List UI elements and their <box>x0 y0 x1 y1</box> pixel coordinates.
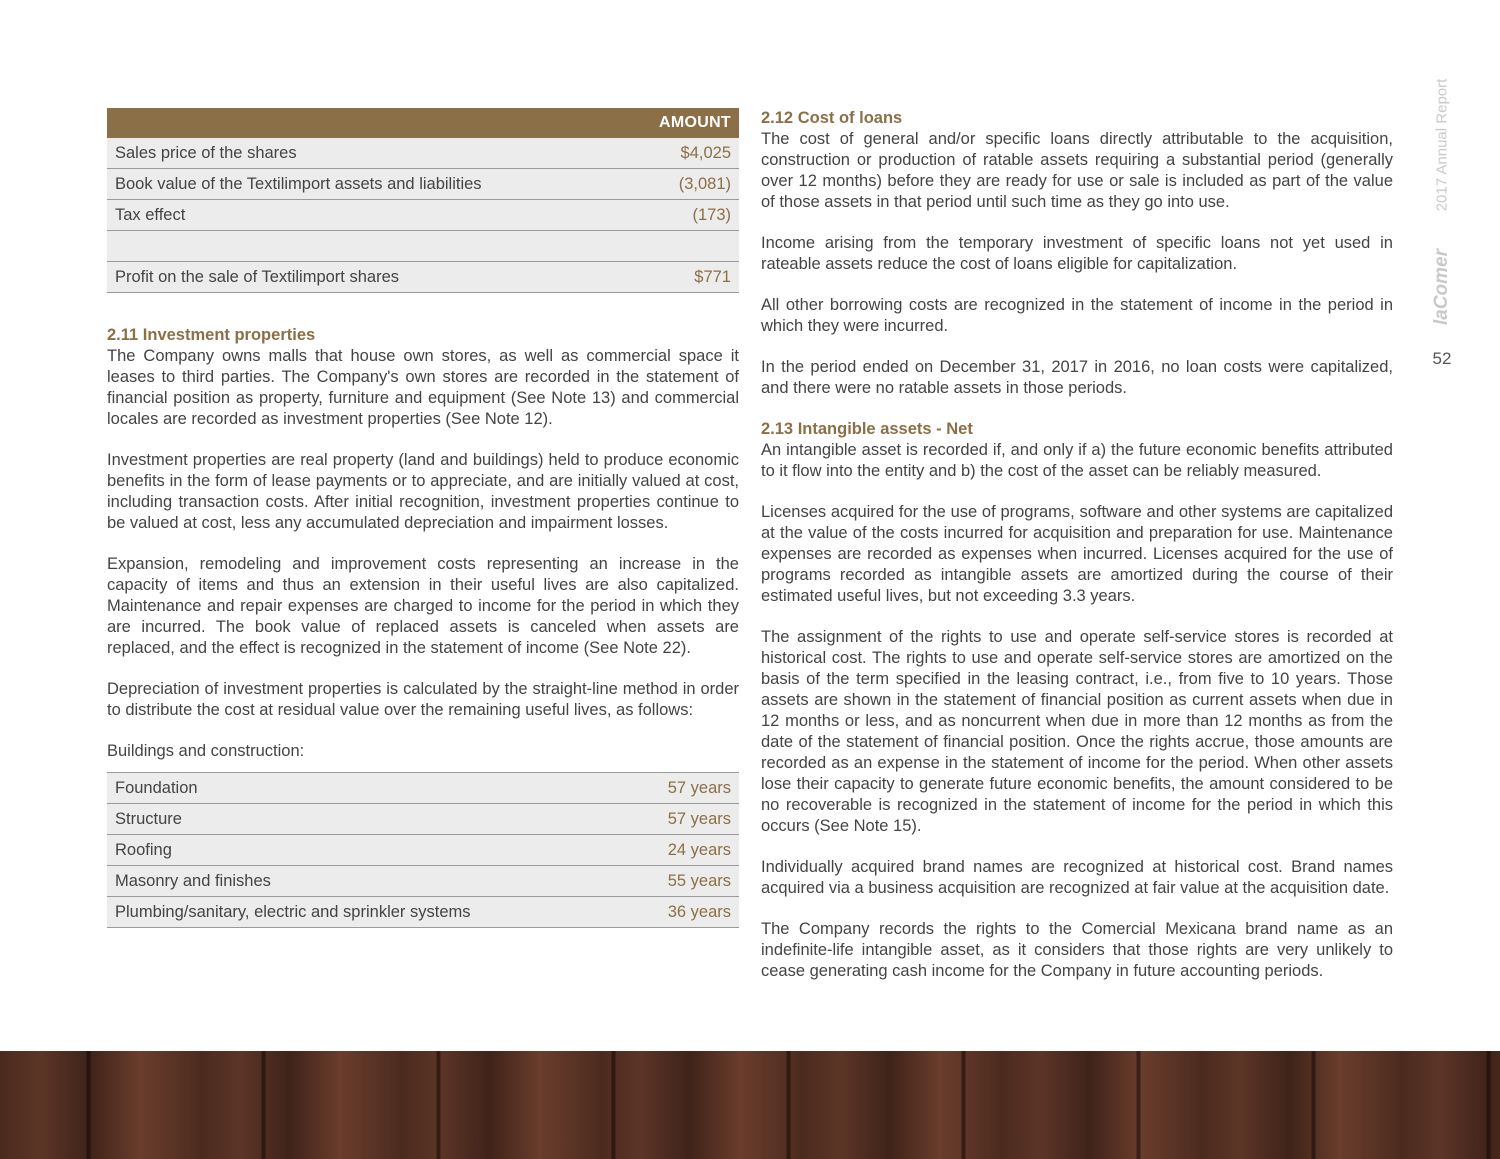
paragraph: Investment properties are real property (land and buildings) held to produce economic benefits in the form of lease payments or to appreciate, and are initially valued at cost, including transaction costs. After initial recognition, investment properties continue to be valued at cost, less any accumulated depreciation and impairment losses. <box>107 451 739 532</box>
paragraph: The Company records the rights to the Comercial Mexicana brand name as an indefinite-life intangible asset, as it considers that those rights are very unlikely to cease generating cash income for the Company in future accounting periods. <box>761 920 1393 980</box>
row-label: Plumbing/sanitary, electric and sprinkler systems <box>107 897 628 928</box>
paragraph: In the period ended on December 31, 2017 in 2016, no loan costs were capitalized, and there were no ratable assets in those periods. <box>761 358 1393 397</box>
right-column <box>761 108 1393 1002</box>
table-row <box>107 835 739 866</box>
row-value: (3,081) <box>643 169 739 200</box>
row-label: Structure <box>107 804 628 835</box>
wood-footer-band <box>0 1051 1500 1159</box>
row-label <box>107 231 643 262</box>
paragraph: Individually acquired brand names are recognized at historical cost. Brand names acquired via a business acquisition are recognized at fair value at the acquisition date. <box>761 858 1393 897</box>
section-heading-intangible-assets: 2.13 Intangible assets - Net <box>761 420 973 438</box>
section-heading-investment-properties: 2.11 Investment properties <box>107 326 316 344</box>
report-title: 2017 Annual Report <box>1433 78 1451 212</box>
sale-table <box>107 108 739 293</box>
paragraph: Depreciation of investment properties is calculated by the straight-line method in order to distribute the cost at residual value over the remaining useful lives, as follows: <box>107 680 739 719</box>
amount-header: AMOUNT <box>107 108 739 138</box>
table-row <box>107 262 739 293</box>
table-row-empty <box>107 231 739 262</box>
buildings-label: Buildings and construction: <box>107 742 305 760</box>
lacomer-logo: laComer <box>1431 248 1452 326</box>
row-value: 24 years <box>628 835 739 866</box>
table-row <box>107 773 739 804</box>
row-label: Masonry and finishes <box>107 866 628 897</box>
paragraph: The Company owns malls that house own stores, as well as commercial space it leases to third parties. The Company's own stores are recorded in the statement of financial position as property, furniture and equipment (See Note 13) and commercial locales are recorded as investment properties (See Note 12). <box>107 347 739 428</box>
row-value: 57 years <box>628 804 739 835</box>
row-value <box>643 231 739 262</box>
table-row <box>107 138 739 169</box>
paragraph: The assignment of the rights to use and operate self-service stores is recorded at historical cost. The rights to use and operate self-service stores are amortized on the basis of the term specified in the leasing contract, i.e., from five to 10 years. Those assets are shown in the statement of financial position as current assets when due in 12 months or less, and as noncurrent when due in more than 12 months as from the date of the statement of financial position. Once the rights accrue, those amounts are recorded as an expense in the statement of income for the period. When other assets lose their capacity to generate future economic benefits, the amount considered to be no recoverable is recognized in the statement of income for the period in which this occurs (See Note 15). <box>761 628 1393 835</box>
paragraph: An intangible asset is recorded if, and only if a) the future economic benefits attributed to it flow into the entity and b) the cost of the asset can be reliably measured. <box>761 441 1393 480</box>
paragraph: Licenses acquired for the use of programs, software and other systems are capitalized at the value of the costs incurred for acquisition and preparation for use. Maintenance expenses are recorded as expenses when incurred. Licenses acquired for the use of programs recorded as intangible assets are amortized during the course of their estimated useful lives, but not exceeding 3.3 years. <box>761 503 1393 605</box>
row-value: 55 years <box>628 866 739 897</box>
table-row <box>107 897 739 928</box>
paragraph: The cost of general and/or specific loans directly attributable to the acquisition, construction or production of ratable assets requiring a substantial period (generally over 12 months) before they are ready for use or sale is included as part of the value of those assets in that period until such time as they go into use. <box>761 130 1393 211</box>
section-heading-cost-of-loans: 2.12 Cost of loans <box>761 109 903 127</box>
row-label: Foundation <box>107 773 628 804</box>
paragraph: Income arising from the temporary investment of specific loans not yet used in rateable assets reduce the cost of loans eligible for capitalization. <box>761 234 1393 273</box>
row-value: 57 years <box>628 773 739 804</box>
page-number: 52 <box>1432 349 1452 368</box>
table-row <box>107 804 739 835</box>
row-value: $4,025 <box>643 138 739 169</box>
row-label: Profit on the sale of Textilimport shares <box>107 262 643 293</box>
table-row <box>107 200 739 231</box>
row-value: (173) <box>643 200 739 231</box>
row-label: Book value of the Textilimport assets and liabilities <box>107 169 643 200</box>
row-label: Tax effect <box>107 200 643 231</box>
row-label: Sales price of the shares <box>107 138 643 169</box>
paragraph: All other borrowing costs are recognized in the statement of income in the period in which they were incurred. <box>761 296 1393 335</box>
useful-lives-table <box>107 772 739 928</box>
table-row <box>107 866 739 897</box>
paragraph: Expansion, remodeling and improvement costs representing an increase in the capacity of items and thus an extension in their useful lives are also capitalized. Maintenance and repair expenses are charged to income for the period in which they are incurred. The book value of replaced assets is canceled when assets are replaced, and the effect is recognized in the statement of income (See Note 22). <box>107 555 739 657</box>
row-value: $771 <box>643 262 739 293</box>
row-value: 36 years <box>628 897 739 928</box>
row-label: Roofing <box>107 835 628 866</box>
left-column <box>107 108 739 928</box>
table-row <box>107 169 739 200</box>
